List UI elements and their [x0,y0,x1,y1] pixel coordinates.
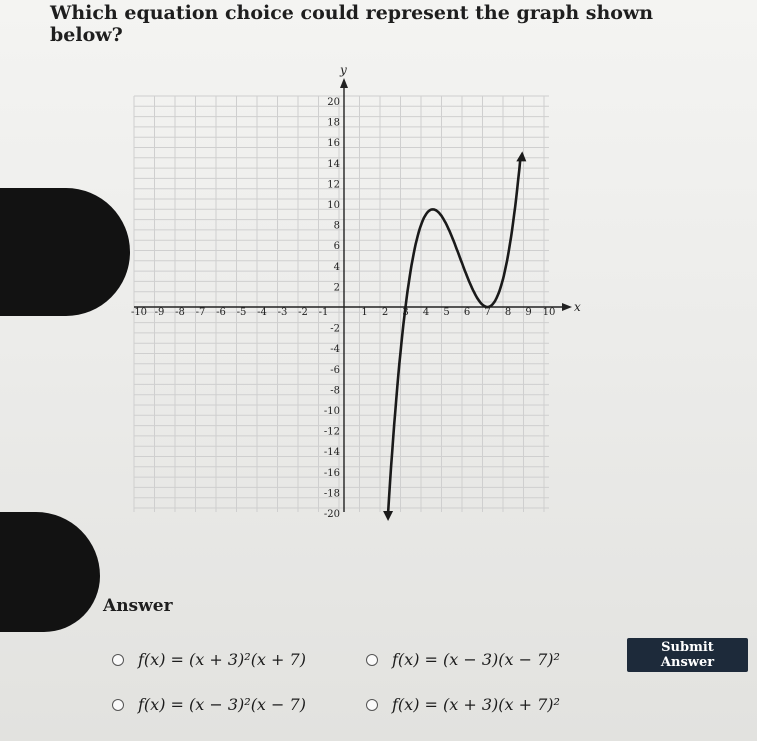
choice-d-text: f(x) = (x + 3)(x + 7)² [392,695,560,714]
y-tick-label: 6 [333,241,340,253]
function-curve [388,159,520,513]
x-tick-label: -4 [257,307,267,318]
answer-label: Answer [103,596,173,616]
x-tick-label: 9 [525,307,532,318]
y-tick-label: -8 [330,385,340,397]
x-tick-label: -1 [318,307,329,318]
curve-arrow-up [516,151,526,161]
x-tick-label: 7 [484,307,491,318]
y-tick-label: -20 [323,509,340,520]
y-tick-label: 16 [327,138,340,150]
y-tick-label: 2 [333,282,340,294]
graph-grid [134,96,549,512]
x-tick-label: -10 [130,307,148,318]
x-tick-label: -7 [195,307,206,318]
y-tick-label: 4 [333,261,340,273]
y-tick-label: -4 [330,344,340,356]
y-tick-label: -12 [323,426,340,438]
x-tick-label: -8 [175,307,185,318]
x-axis-label: x [574,300,581,314]
x-tick-label: 4 [422,307,430,318]
x-tick-label: 3 [402,307,409,318]
x-tick-label: -2 [298,307,308,318]
y-tick-label: 8 [333,220,340,232]
x-tick-label: 6 [463,307,471,318]
finger-shadow-top [0,188,130,316]
choice-c-text: f(x) = (x − 3)²(x − 7) [138,695,306,714]
curve-arrows [383,151,526,521]
submit-answer-button[interactable]: Submit Answer [627,638,748,672]
choice-b-radio[interactable] [366,654,378,666]
y-tick-label: -18 [323,488,340,500]
y-tick-label: 10 [327,200,340,211]
y-tick-label: 14 [327,158,340,170]
choice-a[interactable] [112,650,306,669]
x-tick-label: -6 [216,307,226,318]
question-text: Which equation choice could represent the graph shown below? [50,2,654,46]
y-tick-label: 12 [327,179,340,191]
choice-d-radio[interactable] [366,699,378,711]
choice-c[interactable] [112,695,306,714]
y-tick-label: -6 [330,364,340,376]
choice-c-radio[interactable] [112,699,124,711]
x-tick-label: 8 [504,307,512,318]
x-axis-arrow [562,303,572,311]
x-tick-label: 5 [443,307,450,318]
choice-b-text: f(x) = (x − 3)(x − 7)² [392,650,560,669]
y-axis-arrow [340,78,348,88]
choice-a-text: f(x) = (x + 3)²(x + 7) [138,650,306,669]
y-tick-label: 20 [327,97,340,108]
x-tick-label: -9 [154,307,165,318]
y-tick-label: -10 [323,406,340,417]
choice-b[interactable] [366,650,560,669]
x-tick-label: 10 [542,307,556,318]
y-tick-label: -2 [330,323,340,335]
x-tick-label: 1 [361,307,368,318]
y-tick-label: -14 [323,447,340,459]
curve-arrow-down [383,511,393,521]
choice-a-radio[interactable] [112,654,124,666]
y-tick-label: -16 [323,467,340,479]
y-tick-label: 18 [327,117,340,129]
graph-axes [134,78,572,512]
choice-d[interactable] [366,695,560,714]
x-tick-label: -5 [236,307,247,318]
x-tick-label: 2 [381,307,389,318]
x-tick-label: -3 [277,307,288,318]
y-axis-label: y [340,63,347,77]
